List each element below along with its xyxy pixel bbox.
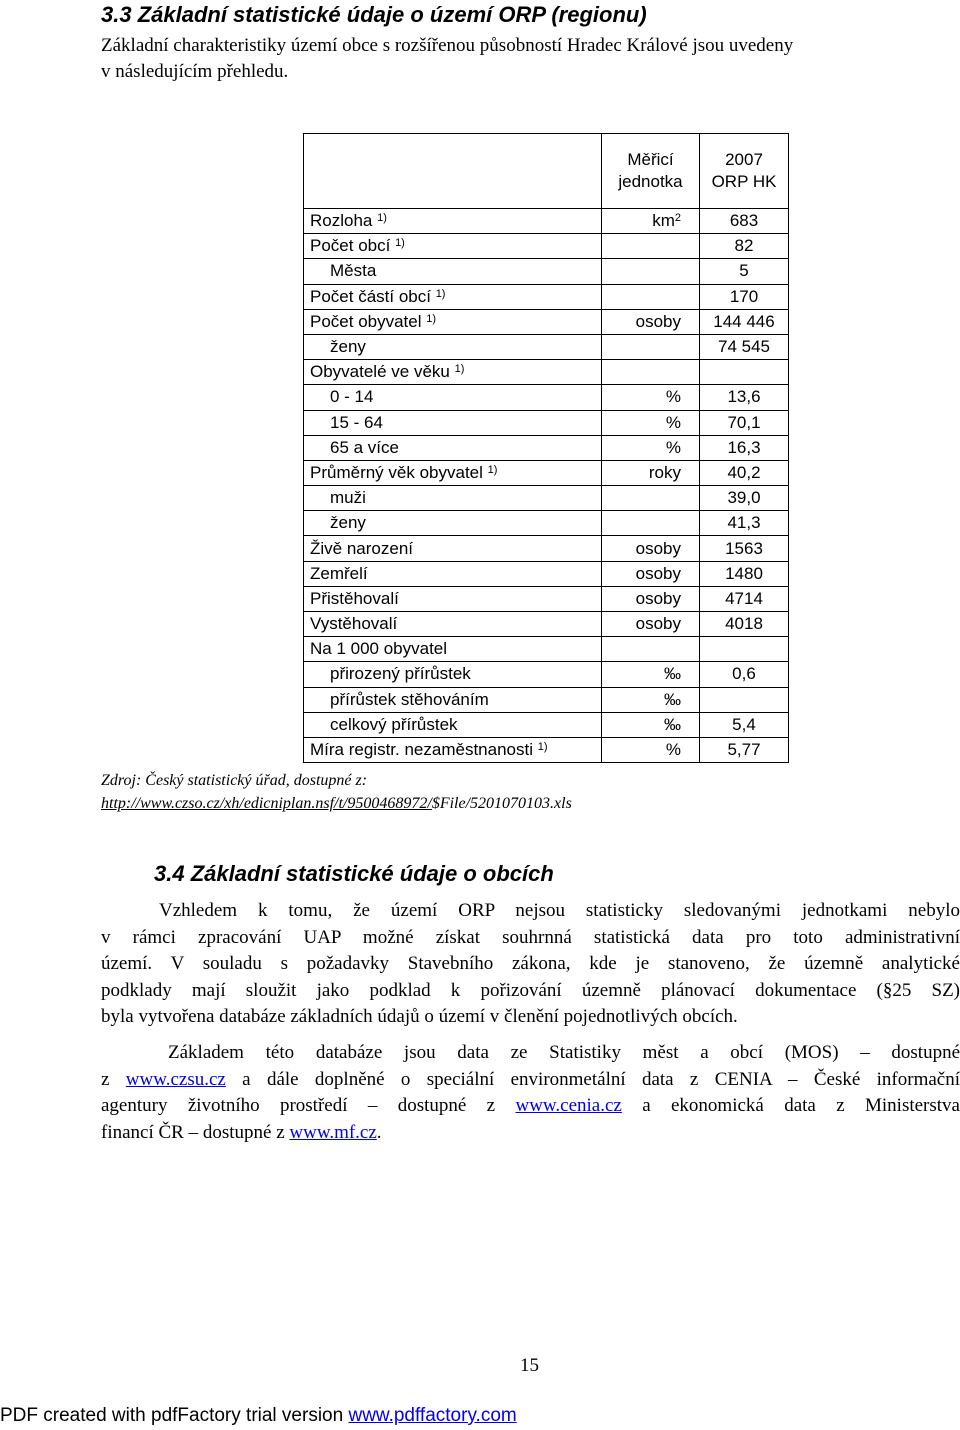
row-unit <box>602 259 700 284</box>
row-label-text: 65 a více <box>330 437 399 457</box>
row-value: 683 <box>700 209 789 234</box>
row-label <box>304 385 602 410</box>
header-year-cell <box>700 134 789 209</box>
table-row <box>304 460 789 485</box>
row-label-text: ženy <box>330 513 366 533</box>
row-label <box>304 561 602 586</box>
row-label-text: 15 - 64 <box>330 412 383 432</box>
row-value: 0,6 <box>700 662 789 687</box>
source-line-2 <box>101 795 572 813</box>
row-unit <box>602 637 700 662</box>
row-unit <box>602 410 700 435</box>
row-value: 5,4 <box>700 712 789 737</box>
row-unit <box>602 737 700 762</box>
row-label-text: Města <box>330 261 377 281</box>
para2-text: . <box>376 1121 382 1143</box>
para2-text: financí ČR – dostupné z <box>101 1121 290 1143</box>
table-row <box>304 687 789 712</box>
table-row <box>304 435 789 460</box>
row-unit-text: osoby <box>635 614 681 634</box>
row-value: 1563 <box>700 536 789 561</box>
row-unit <box>602 360 700 385</box>
row-label-text: celkový přírůstek <box>330 714 458 734</box>
para2-text: a ekonomická data z Ministerstva <box>621 1095 960 1116</box>
row-value: 82 <box>700 234 789 259</box>
czsu-link[interactable]: www.czsu.cz <box>125 1068 226 1090</box>
row-label-text: ženy <box>330 337 366 357</box>
row-label-text: Přistěhovalí <box>310 588 399 608</box>
header-region: ORP HK <box>711 172 777 191</box>
unit-superscript: 2 <box>674 212 681 225</box>
para2-line-4 <box>101 1120 382 1147</box>
pdf-footer <box>0 1405 517 1427</box>
row-unit-text: % <box>665 740 681 760</box>
page-number: 15 <box>520 1355 539 1376</box>
row-unit <box>602 712 700 737</box>
para1-line-5: byla vytvořena databáze základních údajů o území v členění pojednotlivých obcích. <box>101 1006 738 1027</box>
footnote-marker: 1) <box>454 363 465 376</box>
row-value: 4018 <box>700 612 789 637</box>
header-unit-label: Měřicí jednotka <box>618 150 683 191</box>
row-unit-text: % <box>665 437 681 457</box>
row-unit <box>602 561 700 586</box>
row-label <box>304 360 602 385</box>
table-header-row <box>304 134 789 209</box>
row-unit-text: osoby <box>635 538 681 558</box>
row-unit-text: roky <box>648 462 681 482</box>
header-year: 2007 <box>725 150 763 169</box>
row-unit <box>602 586 700 611</box>
table-row <box>304 712 789 737</box>
row-value: 144 446 <box>700 309 789 334</box>
para2-text: agentury životního prostředí – dostupné z <box>101 1095 516 1116</box>
footer-text: PDF created with pdfFactory trial version <box>0 1405 349 1426</box>
para1-line-2: v rámci zpracování UAP možné získat souhrnná statistická data pro toto administrativní <box>101 926 960 948</box>
row-value: 170 <box>700 284 789 309</box>
cenia-link[interactable]: www.cenia.cz <box>515 1095 622 1116</box>
pdffactory-link[interactable]: www.pdffactory.com <box>348 1405 517 1426</box>
row-label <box>304 712 602 737</box>
table-row <box>304 612 789 637</box>
table-row <box>304 410 789 435</box>
row-label <box>304 284 602 309</box>
row-unit <box>602 486 700 511</box>
footnote-marker: 1) <box>435 287 446 300</box>
row-unit-text: osoby <box>635 311 681 331</box>
para2-line-1: Základem této databáze jsou data ze Statistiky měst a obcí (MOS) – dostupné <box>168 1042 960 1063</box>
row-label-text: Počet částí obcí <box>310 286 431 306</box>
footnote-marker: 1) <box>487 463 498 476</box>
row-unit-text: km <box>652 211 675 231</box>
row-value: 5,77 <box>700 737 789 762</box>
source-link[interactable]: http://www.czso.cz/xh/edicniplan.nsf/t/9500468972/ <box>101 795 432 812</box>
table-row <box>304 536 789 561</box>
row-unit-text: % <box>665 412 681 432</box>
table-row <box>304 561 789 586</box>
row-unit <box>602 385 700 410</box>
row-label <box>304 309 602 334</box>
intro-line-1: Základní charakteristiky území obce s rozšířenou působností Hradec Králové jsou uvedeny <box>101 35 794 56</box>
row-unit <box>602 687 700 712</box>
statistics-table <box>303 133 789 763</box>
row-label <box>304 486 602 511</box>
row-label-text: Počet obcí <box>310 236 391 256</box>
row-label-text: Rozloha <box>310 211 373 231</box>
row-label-text: Obyvatelé ve věku <box>310 362 450 382</box>
row-label <box>304 737 602 762</box>
section-heading-3-4: 3.4 Základní statistické údaje o obcích <box>154 861 554 886</box>
row-label <box>304 586 602 611</box>
row-label <box>304 209 602 234</box>
row-label-text: přírůstek stěhováním <box>330 689 489 709</box>
mf-link[interactable]: www.mf.cz <box>289 1121 377 1143</box>
row-label <box>304 637 602 662</box>
footnote-marker: 1) <box>395 237 405 250</box>
row-unit-text: ‰ <box>664 689 681 709</box>
row-value: 1480 <box>700 561 789 586</box>
row-label-text: Míra registr. nezaměstnanosti <box>310 740 533 760</box>
para2-line-3 <box>101 1093 960 1120</box>
row-value: 16,3 <box>700 435 789 460</box>
table-row <box>304 511 789 536</box>
table-row <box>304 662 789 687</box>
row-label <box>304 435 602 460</box>
row-value: 5 <box>700 259 789 284</box>
row-value: 41,3 <box>700 511 789 536</box>
row-label <box>304 410 602 435</box>
para2-text: a dále doplněné o speciální environmetální data z CENIA – České informační <box>225 1068 960 1090</box>
row-value: 40,2 <box>700 460 789 485</box>
row-value <box>700 637 789 662</box>
table-row <box>304 259 789 284</box>
row-unit <box>602 662 700 687</box>
row-value: 39,0 <box>700 486 789 511</box>
row-unit-text: osoby <box>635 588 681 608</box>
table-row <box>304 309 789 334</box>
intro-line-2: v následujícím přehledu. <box>101 61 289 82</box>
table-row <box>304 234 789 259</box>
row-unit <box>602 209 700 234</box>
table-row <box>304 637 789 662</box>
row-label-text: Zemřelí <box>310 563 368 583</box>
row-value: 4714 <box>700 586 789 611</box>
table-row <box>304 586 789 611</box>
para2-line-2 <box>101 1067 960 1094</box>
table-row <box>304 385 789 410</box>
row-label-text: přirozený přírůstek <box>330 664 471 684</box>
table-row <box>304 360 789 385</box>
header-unit-cell <box>602 134 700 209</box>
row-label-text: Průměrný věk obyvatel <box>310 462 483 482</box>
row-label-text: Počet obyvatel <box>310 311 422 331</box>
row-unit-text: ‰ <box>664 714 681 734</box>
row-label <box>304 511 602 536</box>
para1-line-3: území. V souladu s požadavky Stavebního zákona, kde je stanoveno, že územně analytické <box>101 953 960 974</box>
para2-text: z <box>101 1068 126 1090</box>
row-unit <box>602 309 700 334</box>
row-label-text: Živě narození <box>310 538 413 558</box>
row-label <box>304 460 602 485</box>
row-label <box>304 662 602 687</box>
row-value: 13,6 <box>700 385 789 410</box>
row-unit <box>602 511 700 536</box>
row-value: 70,1 <box>700 410 789 435</box>
row-unit <box>602 334 700 359</box>
row-unit-text: ‰ <box>664 664 681 684</box>
row-unit <box>602 435 700 460</box>
para1-line-1: Vzhledem k tomu, že území ORP nejsou statisticky sledovanými jednotkami nebylo <box>159 900 960 921</box>
row-unit <box>602 460 700 485</box>
row-unit-text: % <box>665 387 681 407</box>
row-label <box>304 536 602 561</box>
table-row <box>304 737 789 762</box>
row-label-text: 0 - 14 <box>330 387 374 407</box>
source-line-1: Zdroj: Český statistický úřad, dostupné z: <box>101 772 368 789</box>
source-file: $File/5201070103.xls <box>431 795 572 812</box>
footnote-marker: 1) <box>537 741 548 754</box>
para1-line-4: podklady mají sloužit jako podklad k pořizování územně plánovací dokumentace (§25 SZ) <box>101 979 960 1001</box>
row-label-text: muži <box>330 488 366 508</box>
footnote-marker: 1) <box>426 312 437 325</box>
footnote-marker: 1) <box>377 212 387 225</box>
row-label <box>304 687 602 712</box>
row-value: 74 545 <box>700 334 789 359</box>
table-row <box>304 284 789 309</box>
row-label-text: Vystěhovalí <box>310 614 398 634</box>
row-label-text: Na 1 000 obyvatel <box>310 639 448 659</box>
section-heading-3-3: 3.3 Základní statistické údaje o území ORP (regionu) <box>101 2 647 27</box>
row-label <box>304 334 602 359</box>
header-label-cell <box>304 134 602 209</box>
row-label <box>304 612 602 637</box>
table-row <box>304 486 789 511</box>
table-row <box>304 209 789 234</box>
row-value <box>700 687 789 712</box>
row-unit <box>602 612 700 637</box>
row-value <box>700 360 789 385</box>
row-label <box>304 259 602 284</box>
table-row <box>304 334 789 359</box>
row-unit-text: osoby <box>635 563 681 583</box>
row-unit <box>602 536 700 561</box>
row-unit <box>602 234 700 259</box>
row-label <box>304 234 602 259</box>
row-unit <box>602 284 700 309</box>
